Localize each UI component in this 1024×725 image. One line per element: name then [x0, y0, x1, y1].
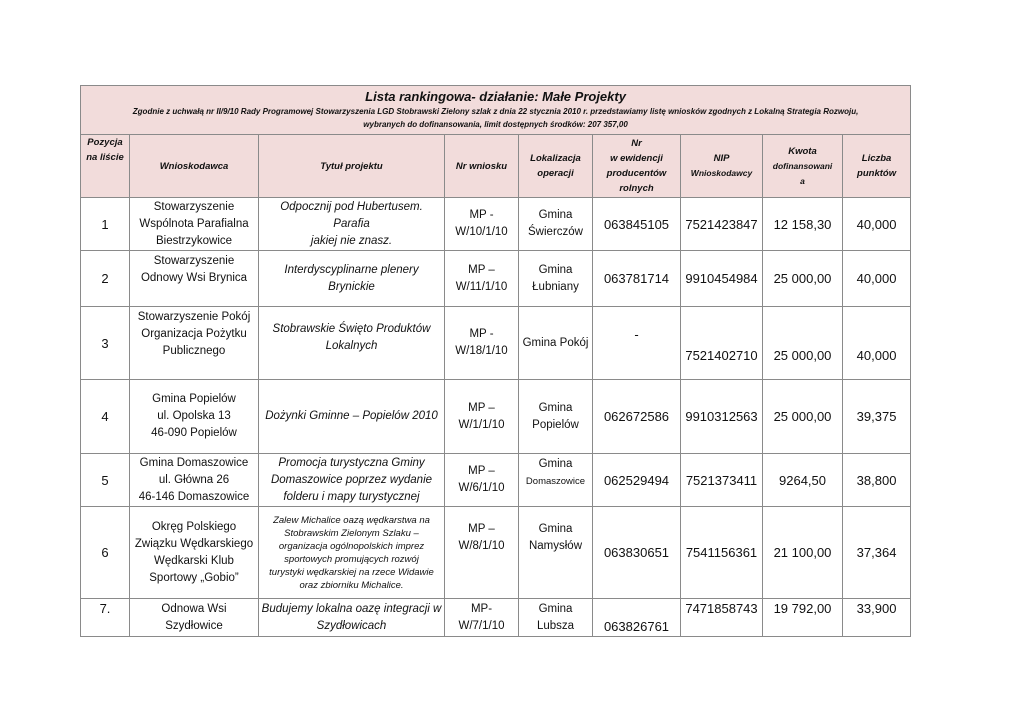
document-subtitle-line2: wybranych do dofinansowania, limit dostępnych środków: 207 357,00 [363, 120, 628, 129]
row-location: Gmina Popielów [519, 380, 593, 454]
title-block [81, 86, 911, 135]
row-points: 40,000 [843, 198, 911, 251]
row-application-number: MP - W/10/1/10 [445, 198, 519, 251]
row-application-number: MP – W/1/1/10 [445, 380, 519, 454]
row-project-title: Budujemy lokalna oazę integracji w Szydłowicach [259, 599, 445, 637]
table-row [81, 599, 911, 637]
header-points: Liczba punktów [843, 135, 911, 198]
row-application-number: MP – W/6/1/10 [445, 454, 519, 507]
row-points: 38,800 [843, 454, 911, 507]
header-project: Tytuł projektu [259, 135, 445, 198]
row-nip: 7521423847 [681, 198, 763, 251]
table-row [81, 251, 911, 307]
row-amount: 21 100,00 [763, 507, 843, 599]
row-points: 33,900 [843, 599, 911, 637]
row-registry-number: 062672586 [593, 380, 681, 454]
table-row [81, 507, 911, 599]
row-applicant: Gmina Popielów ul. Opolska 13 46-090 Popielów [130, 380, 259, 454]
row-location: Gmina Namysłów [519, 507, 593, 599]
row-position: 1 [81, 198, 130, 251]
row-project-title: Dożynki Gminne – Popielów 2010 [259, 380, 445, 454]
row-location: Gmina Pokój [519, 307, 593, 380]
row-amount: 25 000,00 [763, 251, 843, 307]
row-application-number: MP- W/7/1/10 [445, 599, 519, 637]
row-registry-number: 063845105 [593, 198, 681, 251]
row-amount: 25 000,00 [763, 307, 843, 380]
header-app-no: Nr wniosku [445, 135, 519, 198]
row-project-title: Odpocznij pod Hubertusem. Parafia jakiej nie znasz. [259, 198, 445, 251]
row-registry-number: 063781714 [593, 251, 681, 307]
row-nip: 7521402710 [681, 307, 763, 380]
row-applicant: Okręg Polskiego Związku Wędkarskiego Wędkarski Klub Sportowy „Gobio” [130, 507, 259, 599]
row-project-title: Zalew Michalice oazą wędkarstwa na Stobrawskim Zielonym Szlaku – organizacja ogólnopolskich imprez sportowych promujących rozwój turystyki wędkarskiej na rzece Widawie oraz zbiorniku Michalice. [259, 507, 445, 599]
row-registry-number: 063830651 [593, 507, 681, 599]
row-applicant: Stowarzyszenie Pokój Organizacja Pożytku Publicznego [130, 307, 259, 380]
row-applicant: Gmina Domaszowice ul. Główna 26 46-146 Domaszowice [130, 454, 259, 507]
row-nip: 7521373411 [681, 454, 763, 507]
row-position: 4 [81, 380, 130, 454]
row-registry-number: 063826761 [593, 599, 681, 637]
table-row [81, 198, 911, 251]
row-amount: 19 792,00 [763, 599, 843, 637]
row-project-title: Interdyscyplinarne plenery Brynickie [259, 251, 445, 307]
row-location: Gmina Świerczów [519, 198, 593, 251]
row-application-number: MP – W/8/1/10 [445, 507, 519, 599]
ranking-list-document [80, 85, 906, 637]
header-reg-no: Nr w ewidencji producentów rolnych [593, 135, 681, 198]
row-points: 40,000 [843, 307, 911, 380]
row-location: Gmina Łubniany [519, 251, 593, 307]
row-applicant: Stowarzyszenie Odnowy Wsi Brynica [130, 251, 259, 307]
header-nip: NIP Wnioskodawcy [681, 135, 763, 198]
row-applicant: Stowarzyszenie Wspólnota Parafialna Biestrzykowice [130, 198, 259, 251]
row-nip: 9910454984 [681, 251, 763, 307]
row-nip: 9910312563 [681, 380, 763, 454]
row-application-number: MP – W/11/1/10 [445, 251, 519, 307]
row-position: 2 [81, 251, 130, 307]
row-position: 5 [81, 454, 130, 507]
table-row [81, 454, 911, 507]
row-amount: 12 158,30 [763, 198, 843, 251]
row-amount: 25 000,00 [763, 380, 843, 454]
row-points: 37,364 [843, 507, 911, 599]
row-location: Gmina Domaszowice [519, 454, 593, 507]
table-row [81, 380, 911, 454]
table-row [81, 307, 911, 380]
row-registry-number: - [593, 307, 681, 380]
row-project-title: Promocja turystyczna Gminy Domaszowice poprzez wydanie folderu i mapy turystycznej [259, 454, 445, 507]
row-project-title: Stobrawskie Święto Produktów Lokalnych [259, 307, 445, 380]
row-nip: 7541156361 [681, 507, 763, 599]
row-applicant: Odnowa Wsi Szydłowice [130, 599, 259, 637]
row-points: 40,000 [843, 251, 911, 307]
header-position: Pozycja na liście [81, 135, 130, 198]
document-subtitle-line1: Zgodnie z uchwałą nr II/9/10 Rady Programowej Stowarzyszenia LGD Stobrawski Zielony szlak z dnia 22 stycznia 2010 r. przedstawiamy listę wniosków zgodnych z Lokalną Strategia Rozwoju, [132, 107, 859, 116]
ranking-table [80, 85, 911, 637]
header-row [81, 135, 911, 198]
document-title: Lista rankingowa- działanie: Małe Projekty [365, 89, 626, 104]
header-amount: Kwota dofinansowani a [763, 135, 843, 198]
header-location: Lokalizacja operacji [519, 135, 593, 198]
row-registry-number: 062529494 [593, 454, 681, 507]
row-position: 6 [81, 507, 130, 599]
header-applicant: Wnioskodawca [130, 135, 259, 198]
row-nip: 7471858743 [681, 599, 763, 637]
row-position: 3 [81, 307, 130, 380]
row-position: 7. [81, 599, 130, 637]
row-location: Gmina Lubsza [519, 599, 593, 637]
row-amount: 9264,50 [763, 454, 843, 507]
row-points: 39,375 [843, 380, 911, 454]
row-application-number: MP - W/18/1/10 [445, 307, 519, 380]
